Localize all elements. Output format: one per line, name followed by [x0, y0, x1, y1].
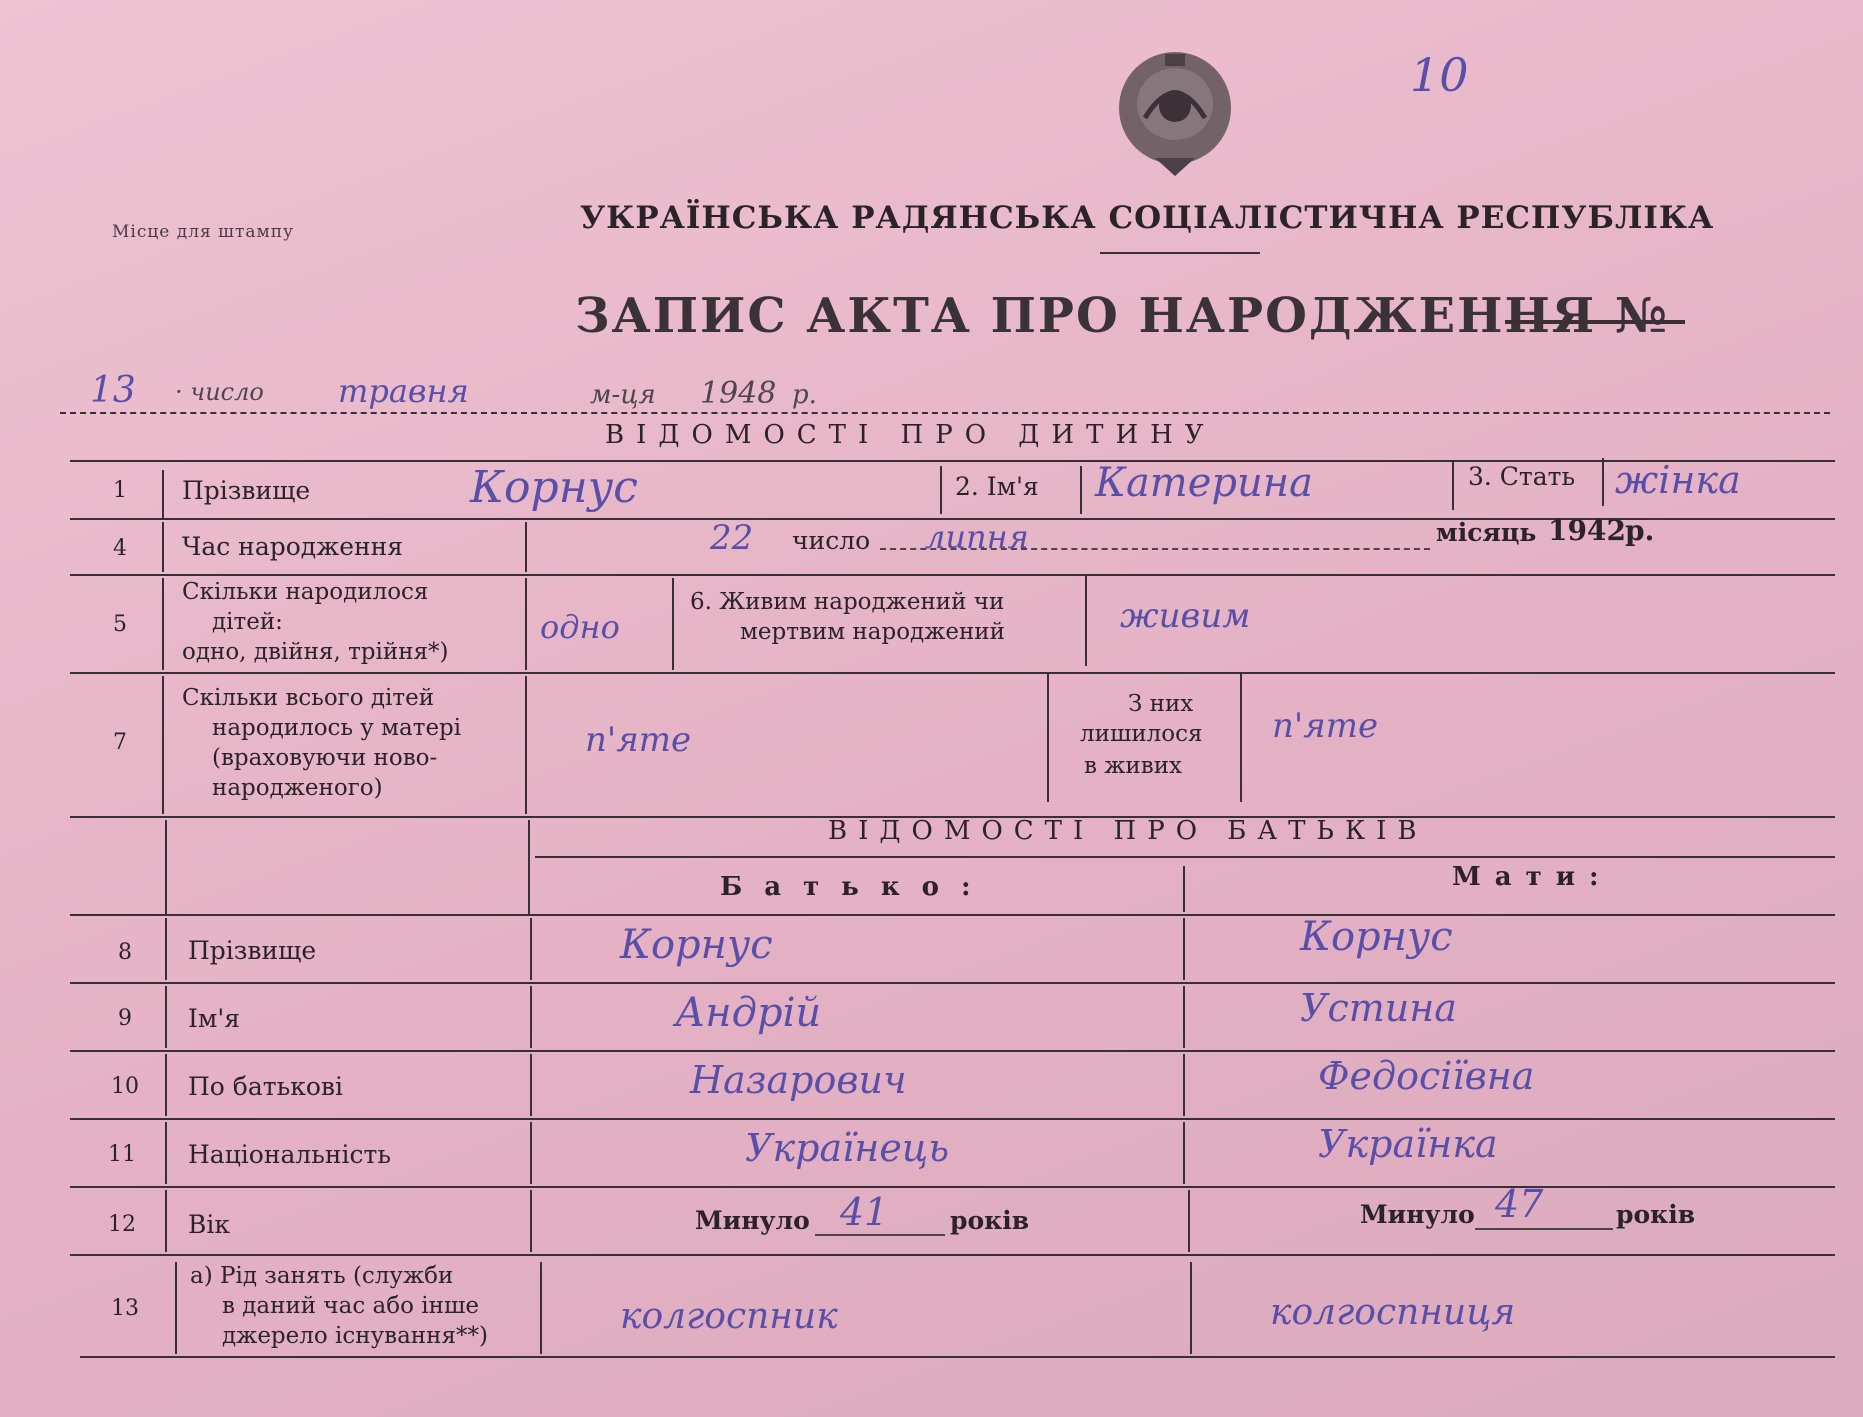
children-count-label-2: дітей: [212, 609, 283, 635]
record-year-suffix: р. [792, 380, 817, 410]
sheet-number: 10 [1410, 48, 1469, 102]
nationality-label: Національність [188, 1140, 391, 1169]
mother-age-years-label: років [1616, 1200, 1696, 1229]
record-year: 1948 [700, 376, 777, 411]
row-number: 5 [113, 612, 127, 637]
mother-nationality-value: Українка [1318, 1122, 1498, 1166]
child-sex-label: 3. Стать [1468, 462, 1576, 491]
mother-age-value: 47 [1495, 1182, 1544, 1226]
father-age-years-label: років [950, 1206, 1030, 1235]
record-day-label: · число [175, 378, 264, 406]
father-name-value: Андрій [675, 990, 822, 1036]
live-birth-label-2: мертвим народжений [740, 619, 1005, 645]
live-birth-label-1: 6. Живим народжений чи [690, 589, 1005, 615]
birth-day-label: число [792, 526, 871, 555]
mother-age-passed-label: Минуло [1360, 1200, 1475, 1229]
record-month: травня [338, 372, 469, 410]
father-age-value: 41 [840, 1190, 889, 1234]
total-children-value: п'яте [585, 720, 692, 760]
children-count-label-1: Скільки народилося [182, 579, 429, 605]
parents-section-title: ВІДОМОСТІ ПРО БАТЬКІВ [828, 816, 1428, 846]
occupation-label-3: джерело існування**) [222, 1323, 488, 1349]
row-number: 8 [118, 940, 132, 965]
children-count-label-3: одно, двійня, трійня*) [182, 639, 449, 665]
republic-heading: УКРАЇНСЬКА РАДЯНСЬКА СОЦІАЛІСТИЧНА РЕСПУБЛІКА [580, 200, 1715, 236]
birth-time-label: Час народження [182, 532, 404, 561]
child-section-title: ВІДОМОСТІ ПРО ДИТИНУ [605, 420, 1216, 450]
parent-name-label: Ім'я [188, 1004, 240, 1033]
father-patronymic-value: Назарович [690, 1058, 907, 1102]
alive-label-3: в живих [1084, 753, 1182, 779]
row-number: 11 [108, 1142, 136, 1167]
child-sex-value: жінка [1615, 458, 1741, 502]
birth-month-value: липня [925, 518, 1029, 556]
total-children-label-1: Скільки всього дітей [182, 685, 435, 711]
parent-surname-label: Прізвище [188, 936, 317, 965]
occupation-label-1: а) Рід занять (служби [190, 1263, 454, 1289]
total-children-label-3: (враховуючи ново- [212, 745, 438, 771]
birth-year-suffix: р. [1625, 514, 1655, 547]
total-children-label-2: народилось у матері [212, 715, 462, 741]
row-number: 10 [111, 1074, 139, 1099]
mother-name-value: Устина [1300, 986, 1457, 1030]
father-header: Батько: [720, 872, 993, 902]
mother-patronymic-value: Федосіївна [1318, 1054, 1535, 1098]
father-age-passed-label: Минуло [695, 1206, 810, 1235]
row-number: 4 [113, 536, 127, 561]
mother-occupation-value: колгоспниця [1270, 1292, 1516, 1333]
record-day: 13 [90, 370, 136, 411]
child-surname-value: Корнус [470, 462, 638, 513]
patronymic-label: По батькові [188, 1072, 343, 1101]
record-month-label: м-ця [590, 380, 656, 410]
total-children-label-4: народженого) [212, 775, 383, 801]
row-number: 9 [118, 1006, 132, 1031]
mother-header: Мати: [1452, 862, 1613, 892]
row-number: 1 [113, 478, 127, 503]
row-number: 7 [113, 730, 127, 755]
child-surname-label: Прізвище [182, 476, 311, 505]
child-name-value: Катерина [1095, 460, 1313, 506]
father-occupation-value: колгоспник [620, 1296, 838, 1337]
state-emblem-icon [1115, 48, 1235, 180]
alive-label-1: З них [1128, 691, 1194, 717]
live-birth-value: живим [1120, 596, 1251, 636]
stamp-place-label: Місце для штампу [112, 222, 295, 242]
birth-year-value: 1942 [1548, 514, 1626, 547]
row-number: 13 [111, 1296, 139, 1321]
document-title: ЗАПИС АКТА ПРО НАРОДЖЕННЯ № [575, 288, 1670, 344]
father-nationality-value: Українець [745, 1126, 950, 1170]
alive-label-2: лишилося [1080, 721, 1203, 747]
row-number: 12 [108, 1212, 136, 1237]
birth-day-value: 22 [710, 518, 754, 558]
birth-month-label: місяць [1436, 518, 1537, 547]
age-label: Вік [188, 1210, 230, 1239]
occupation-label-2: в даний час або інше [222, 1293, 479, 1319]
alive-value: п'яте [1272, 706, 1379, 746]
child-name-label: 2. Ім'я [955, 472, 1039, 501]
mother-surname-value: Корнус [1300, 914, 1453, 960]
father-surname-value: Корнус [620, 922, 773, 968]
children-count-value: одно [540, 608, 620, 646]
